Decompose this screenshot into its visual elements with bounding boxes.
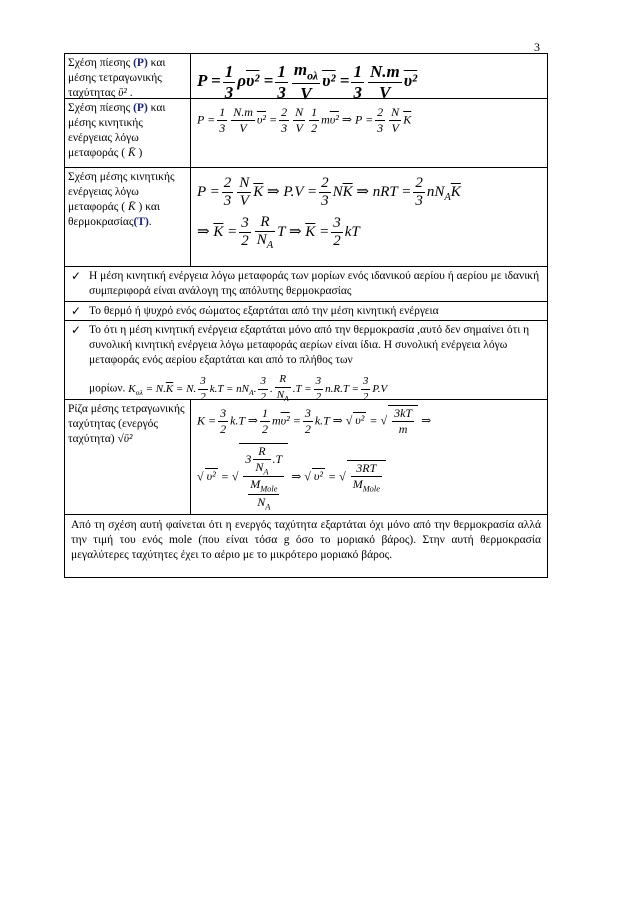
row-pressure-kinetic <box>65 98 547 167</box>
checkmark-icon: ✓ <box>71 269 82 283</box>
conclusion-row <box>65 514 547 577</box>
row-rms-speed <box>65 399 547 514</box>
row-label: Σχέση πίεσης (P) και μέσης κινητικής ενέργειας λόγω μεταφοράς ( K̄ ) <box>65 99 191 167</box>
pressure-symbol: (P) <box>133 57 148 69</box>
statement-1: ✓ Η μέση κινητική ενέργεια λόγω μεταφοράς των μορίων ενός ιδανικού αερίου ή αερίου με ιδανική συμπεριφορά είναι ανάλογη της απόλυτης θερμοκρασίας <box>71 269 540 297</box>
statement-row <box>65 320 547 404</box>
statement-2: ✓ Το θερμό ή ψυχρό ενός σώματος εξαρτάται από την μέση κινητική ενέργεια <box>71 304 439 318</box>
row-label: Σχέση μέσης κινητικής ενέργειας λόγω μεταφοράς ( K̄ ) και θερμοκρασίας(T). <box>65 168 191 266</box>
formula-pressure-kinetic: P = $\frac{1}{3}$ $\frac{N.m}{V}$ υ² = $\frac{2}{3}$ $\frac{N}{V}$ $\frac{1}{2}$ mυ² ⇒ P = $\frac{2}{3}$ $\frac{N}{V}$ $\overline{K}$ <box>197 105 412 135</box>
statement-row <box>65 266 547 301</box>
mean-kinetic-symbol: K̄ <box>127 201 136 213</box>
formula-total-kinetic: $K_{o\lambda} = N.\overline{K} = N$. $\frac{3}{2}$ $k.T = nN_A$. $\frac{3}{2}$ . $\frac{R}{N_A}$ .T = $\frac{3}{2}$ n.R.T = $\frac{3}{2}$ P.V <box>128 383 387 395</box>
row-kinetic-temperature <box>65 167 547 266</box>
formula-pressure-rms: P = $\frac{1}{3}$ ρυ² = $\frac{1}{3}$ $\frac{m_{o\lambda}}{V}$ υ² = $\frac{1}{3}$ $\frac{N.m}{V}$ υ² <box>197 60 418 104</box>
rms-speed-symbol: √ῡ² <box>117 433 133 445</box>
row-pressure-rms-speed <box>65 54 547 104</box>
mean-square-speed-symbol: ῡ² <box>118 87 127 99</box>
row-label: Ρίζα μέσης τετραγωνικής ταχύτητας (ενεργός ταχύτητα) √ῡ² <box>65 400 191 514</box>
formula-table <box>64 53 548 578</box>
conclusion-text: Από τη σχέση αυτή φαίνεται ότι η ενεργός ταχύτητα εξαρτάται όχι μόνο από την θερμοκρασία αλλά την τιμή του ενός mole (που είναι τόσα g όσο το μοριακό βάρος). Στην αυτή θερμοκρασία μεγαλύτερες ταχύτητες έχει το αέριο με το μικρότερο μοριακό βάρος. <box>71 519 541 561</box>
formula-rms-speed: K = $\frac{3}{2}$ k.T ⇒ $\frac{1}{2}$ mυ² = $\frac{3}{2}$ k.T ⇒ √ υ² = √ $\frac{3kT}{m}$ ⇒ √ υ² = √ 3 $\frac{R}{N_A}$ .T $\frac{M_{Mole}}{N_A}$ ⇒ √ υ² = √ $\frac{3RT}{M_{Mole}}$ <box>197 406 432 512</box>
temperature-symbol: (T) <box>133 216 149 228</box>
page-number: 3 <box>534 40 540 54</box>
statement-3: ✓ Το ότι η μέση κινητική ενέργεια εξαρτάται μόνο από την θερμοκρασία ,αυτό δεν σημαίνει ότι η συνολική κινητική ενέργεια λόγω μεταφοράς αερίων είναι ίδια. Η συνολική ενέργεια λόγω μεταφοράς ενός αερίου εξαρτάται και από το πλήθος των μορίων. $K_{o\lambda} = N.\overline{K} = N$. $\frac{3}{2}$ $k.T = nN_A$. $\frac{3}{2}$ . $\frac{R}{N_A}$ .T = $\frac{3}{2}$ n.R.T = $\frac{3}{2}$ P.V <box>65 321 547 399</box>
mean-kinetic-symbol: K̄ <box>127 147 136 159</box>
statement-row <box>65 301 547 320</box>
pressure-symbol: (P) <box>133 102 148 114</box>
formula-kinetic-temperature: P = $\frac{2}{3}$ $\frac{N}{V}$ $\overline{K}$ ⇒ P.V = $\frac{2}{3}$ $N\overline{K}$ ⇒ nRT = $\frac{2}{3}$ $nN_A\overline{K}$ ⇒ $\overline{K}$ = $\frac{3}{2}$ $\frac{R}{N_A}$ T ⇒ $\overline{K}$ = $\frac{3}{2}$ kT <box>197 175 461 251</box>
row-label: Σχέση πίεσης (P) και μέσης τετραγωνικής ταχύτητας ῡ² . <box>65 54 191 98</box>
checkmark-icon: ✓ <box>71 304 82 318</box>
checkmark-icon: ✓ <box>71 323 82 337</box>
